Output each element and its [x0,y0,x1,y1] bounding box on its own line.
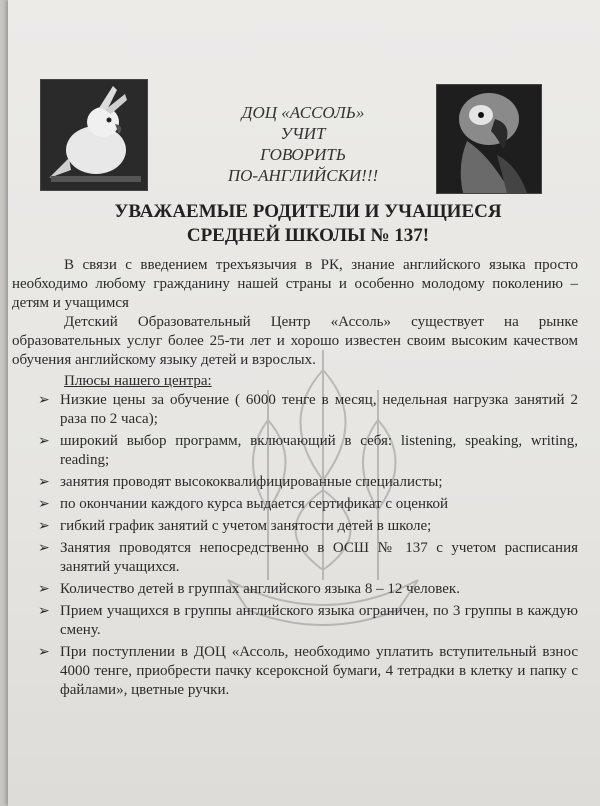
arrow-bullet-icon: ➢ [38,475,50,490]
arrow-bullet-icon: ➢ [38,434,50,449]
parrot-icon [437,85,541,193]
intro-paragraph: В связи с введением трехъязычия в РК, знание английского языка просто необходимо любому гражданину нашей страны и особенно молодому поколению – детям и учащимся [12,257,578,311]
benefit-text: Низкие цены за обучение ( 6000 тенге в месяц, недельная нагрузка занятий 2 раза по 2 часа); [60,392,578,427]
list-item [12,473,578,492]
arrow-bullet-icon: ➢ [38,393,50,408]
arrow-bullet-icon: ➢ [38,582,50,597]
benefits-list [12,391,578,700]
flyer-body [12,256,578,703]
benefit-text: При поступлении в ДОЦ «Ассоль, необходимо уплатить вступительный взнос 4000 тенге, приобрести пачку ксероксной бумаги, 4 тетрадки в клетку и папку с файлами», цветные ручки. [60,644,578,698]
list-item [12,432,578,470]
slogan-line: ДОЦ «АССОЛЬ» [241,103,365,122]
parrot-photo [436,84,542,194]
arrow-bullet-icon: ➢ [38,604,50,619]
cockatoo-photo [40,79,148,191]
arrow-bullet-icon: ➢ [38,645,50,660]
arrow-bullet-icon: ➢ [38,497,50,512]
list-item [12,602,578,640]
slogan-line: ГОВОРИТЬ [260,145,346,164]
list-item [12,495,578,514]
slogan-line: ПО-АНГЛИЙСКИ!!! [227,166,379,185]
benefit-text: по окончании каждого курса выдается сертификат с оценкой [60,496,449,512]
benefit-text: Количество детей в группах английского языка 8 – 12 человек. [60,581,460,597]
flyer-page [8,0,600,806]
benefits-title: Плюсы нашего центра: [64,373,212,389]
cockatoo-icon [41,80,147,190]
benefit-text: широкий выбор программ, включающий в себя: listening, speaking, writing, reading; [60,433,578,468]
list-item [12,643,578,700]
heading-line: СРЕДНЕЙ ШКОЛЫ № 137! [186,225,430,246]
benefit-text: Занятия проводятся непосредственно в ОСШ № 137 с учетом расписания занятий учащихся. [60,540,578,575]
benefit-text: занятия проводят высококвалифицированные специалисты; [60,474,443,490]
heading-line: УВАЖАЕМЫЕ РОДИТЕЛИ И УЧАЩИЕСЯ [114,201,502,222]
benefit-text: гибкий график занятий с учетом занятости детей в школе; [60,518,432,534]
list-item [12,580,578,599]
arrow-bullet-icon: ➢ [38,541,50,556]
slogan-line: УЧИТ [280,124,326,143]
list-item [12,517,578,536]
benefit-text: Прием учащихся в группы английского языка ограничен, по 3 группы в каждую смену. [60,603,578,638]
arrow-bullet-icon: ➢ [38,519,50,534]
main-heading [28,200,588,248]
list-item [12,391,578,429]
about-paragraph: Детский Образовательный Центр «Ассоль» существует на рынке образовательных услуг более 25-ти лет и хорошо известен своим высоким качеством обучения английскому языку детей и взрослых. [12,314,578,368]
list-item [12,539,578,577]
center-slogan [158,102,448,186]
